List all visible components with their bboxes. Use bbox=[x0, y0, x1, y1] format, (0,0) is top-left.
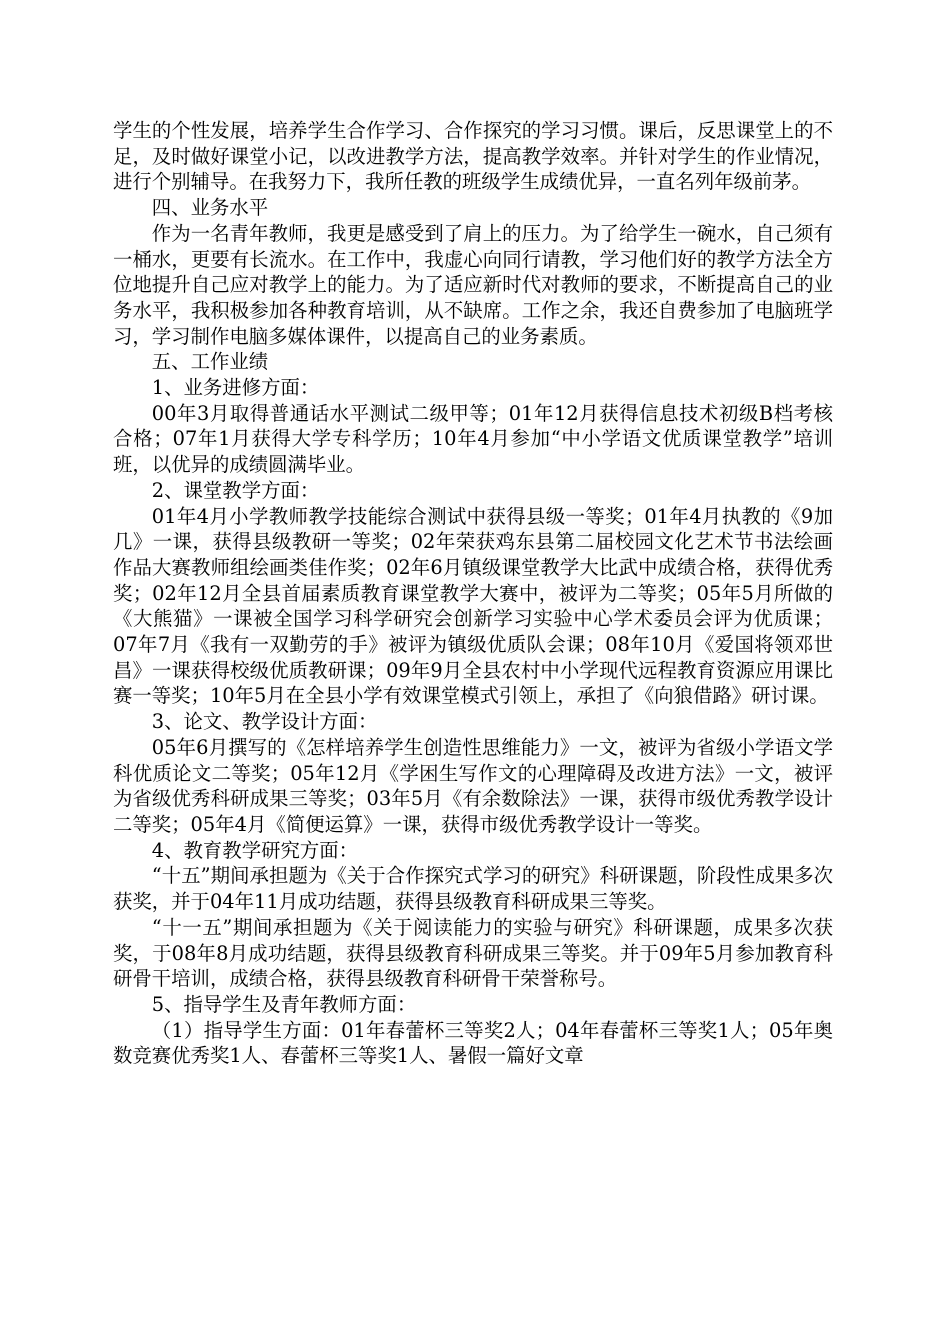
paragraph-papers-design: 05年6月撰写的《怎样培养学生创造性思维能力》一文，被评为省级小学语文学科优质论文二等奖；05年12月《学困生写作文的心理障碍及改进方法》一文，被评为省级优秀科研成果三等奖；03年5月《有余数除法》一课，获得市级优秀教学设计二等奖；05年4月《简便运算》一课，获得市级优秀教学设计一等奖。 bbox=[113, 735, 833, 836]
paragraph-business-level: 作为一名青年教师，我更是感受到了肩上的压力。为了给学生一碗水，自己须有一桶水，更要有长流水。在工作中，我虚心向同行请教，学习他们好的教学方法全方位地提升自己应对教学上的能力。为了适应新时代对教师的要求，不断提高自己的业务水平，我积极参加各种教育培训，从不缺席。工作之余，我还自费参加了电脑班学习，学习制作电脑多媒体课件，以提高自己的业务素质。 bbox=[113, 221, 833, 348]
subheading-mentoring: 5、指导学生及青年教师方面： bbox=[151, 992, 417, 1016]
section-heading-work-achievements: 五、工作业绩 bbox=[151, 350, 269, 374]
subheading-professional-training: 1、业务进修方面： bbox=[151, 376, 320, 400]
document-page bbox=[113, 118, 833, 1069]
paragraph-professional-training: 00年3月取得普通话水平测试二级甲等；01年12月获得信息技术初级B档考核合格；07年1月获得大学专科学历；10年4月参加“中小学语文优质课堂教学”培训班，以优异的成绩圆满毕业。 bbox=[113, 401, 833, 477]
subheading-classroom-teaching: 2、课堂教学方面： bbox=[151, 478, 320, 502]
paragraph-research-10th-plan: “十五”期间承担题为《关于合作探究式学习的研究》科研课题，阶段性成果多次获奖，并于04年11月成功结题，获得县级教育科研成果三等奖。 bbox=[113, 864, 833, 914]
subheading-papers-design: 3、论文、教学设计方面： bbox=[151, 710, 378, 734]
paragraph-classroom-teaching: 01年4月小学教师教学技能综合测试中获得县级一等奖；01年4月执教的《9加几》一课，获得县级教研一等奖；02年荣获鸡东县第二届校园文化艺术节书法绘画作品大赛教师组绘画类佳作奖；02年6月镇级课堂教学大比武中成绩合格，获得优秀奖；02年12月全县首届素质教育课堂教学大赛中，被评为二等奖；05年5月所做的《大熊猫》一课被全国学习科学研究会创新学习实验中心学术委员会评为优质课；07年7月《我有一双勤劳的手》被评为镇级优质队会课；08年10月《爱国将领邓世昌》一课获得校级优质教研课；09年9月全县农村中小学现代远程教育资源应用课比赛一等奖；10年5月在全县小学有效课堂模式引领上，承担了《向狼借路》研讨课。 bbox=[113, 504, 833, 708]
section-heading-business-level: 四、业务水平 bbox=[151, 196, 269, 220]
paragraph-continuation: 学生的个性发展，培养学生合作学习、合作探究的学习习惯。课后，反思课堂上的不足，及时做好课堂小记，以改进教学方法，提高教学效率。并针对学生的作业情况，进行个别辅导。在我努力下，我所任教的班级学生成绩优异，一直名列年级前茅。 bbox=[113, 119, 833, 194]
paragraph-mentoring-students: （1）指导学生方面：01年春蕾杯三等奖2人；04年春蕾杯三等奖1人；05年奥数竞赛优秀奖1人、春蕾杯三等奖1人、暑假一篇好文章 bbox=[113, 1018, 833, 1068]
subheading-research: 4、教育教学研究方面： bbox=[151, 838, 359, 862]
paragraph-research-11th-plan: “十一五”期间承担题为《关于阅读能力的实验与研究》科研课题，成果多次获奖，于08年8月成功结题，获得县级教育科研成果三等奖。并于09年5月参加教育科研骨干培训，成绩合格，获得县级教育科研骨干荣誉称号。 bbox=[113, 915, 833, 991]
